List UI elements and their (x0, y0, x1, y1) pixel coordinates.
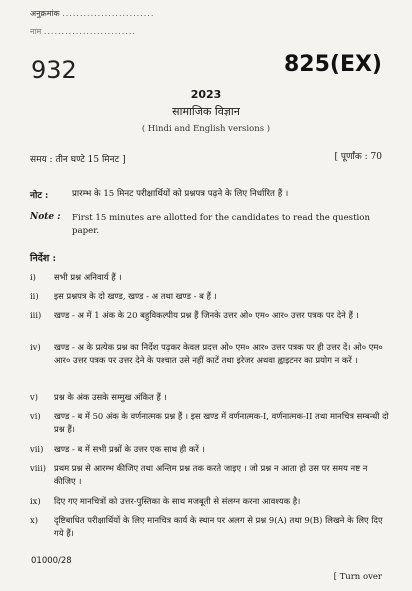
instruction-item (30, 271, 390, 284)
instruction-text: खण्ड - ब में सभी प्रश्नों के उत्तर एक साथ ही करें । (54, 444, 205, 454)
instruction-number: viii) (30, 463, 47, 473)
name-dots: .......................... (43, 27, 136, 36)
instruction-text: प्रश्न के अंक उसके सम्मुख अंकित हैं । (54, 392, 167, 402)
versions-note: ( Hindi and English versions ) (141, 124, 271, 134)
instruction-text: खण्ड - ब में 50 अंक के वर्णनात्मक प्रश्न हैं । इस खण्ड में वर्णनात्मक-I, वर्णनात्मक-II तथा मानचित्र सम्बन्धी दो प्रश्न हैं। (54, 411, 389, 434)
instruction-item (30, 514, 390, 539)
paper-code-left: 932 (31, 56, 77, 84)
name-label: नाम (30, 27, 42, 36)
instruction-number: iii) (30, 310, 42, 320)
instruction-item (30, 462, 390, 487)
instruction-number: ii) (30, 291, 39, 301)
full-marks: [ पूर्णांक : 70 (334, 152, 382, 162)
instruction-text: खण्ड - अ में 1 अंक के 20 बहुविकल्पीय प्रश्न हैं जिनके उत्तर ओ० एम० आर० उत्तर पत्रक पर देने हैं । (54, 310, 359, 320)
instruction-number: x) (30, 515, 38, 525)
instruction-number: ix) (30, 496, 41, 506)
time-allowed: समय : तीन घण्टे 15 मिनट ] (30, 155, 126, 165)
name-field (30, 26, 136, 37)
instruction-number: vi) (30, 411, 41, 421)
instructions-title: निर्देश : (30, 253, 57, 264)
instruction-item (30, 443, 390, 456)
turn-over-note: [ Turn over (333, 572, 382, 582)
footer-code: 01000/28 (31, 556, 72, 566)
instruction-text: खण्ड - अ के प्रत्येक प्रश्न का निर्देश पढ़कर केवल प्रदत्त ओ० एम० आर० उत्तर पत्रक पर ही उत्तर दें। ओ० एम० आर० उत्तर पत्रक पर उत्तर देने के पश्चात उसे नहीं काटें तथा इरेजर अथवा ह्वाइटनर का प्रयोग न करें । (54, 342, 383, 365)
roll-number-field (30, 8, 154, 19)
instruction-number: vii) (30, 444, 44, 454)
instruction-item (30, 341, 390, 366)
instruction-text: दिए गए मानचित्रों को उत्तर-पुस्तिका के साथ मजबूती से संलग्न करना आवश्यक है। (54, 496, 301, 506)
instruction-item (30, 391, 390, 404)
hindi-note-label: नोट : (30, 191, 49, 201)
instruction-item (30, 410, 390, 435)
english-note-text: First 15 minutes are allotted for the candidates to read the question paper. (72, 213, 370, 236)
instruction-number: i) (30, 272, 36, 282)
exam-year: 2023 (190, 88, 222, 101)
roll-number-label: अनुक्रमांक (30, 9, 60, 18)
instruction-text: सभी प्रश्न अनिवार्य हैं । (54, 272, 122, 282)
instruction-text: प्रथम प्रश्न से आरम्भ कीजिए तथा अन्तिम प्रश्न तक करते जाइए । जो प्रश्न न आता हो उस पर समय नष्ट न कीजिए । (54, 463, 368, 486)
instruction-number: iv) (30, 342, 41, 352)
instruction-text: इस प्रश्नपत्र के दो खण्ड, खण्ड - अ तथा खण्ड - ब हैं । (54, 291, 217, 301)
english-note-label: Note : (30, 212, 61, 222)
paper-code-right: 825(EX) (283, 52, 382, 77)
hindi-note-text: प्रारम्भ के 15 मिनट परीक्षार्थियों को प्रश्नपत्र पढ़ने के लिए निर्धारित हैं । (72, 189, 289, 199)
instruction-item (30, 309, 390, 322)
instruction-number: v) (30, 392, 38, 402)
instruction-item (30, 290, 390, 303)
roll-number-dots: .......................... (62, 9, 155, 18)
subject-title: सामाजिक विज्ञान (172, 105, 240, 118)
instruction-item (30, 495, 390, 508)
instruction-text: दृष्टिबाधित परीक्षार्थियों के लिए मानचित्र कार्य के स्थान पर अलग से प्रश्न 9(A) तथा 9(B) लिखने के लिए दिए गये हैं। (54, 515, 383, 538)
